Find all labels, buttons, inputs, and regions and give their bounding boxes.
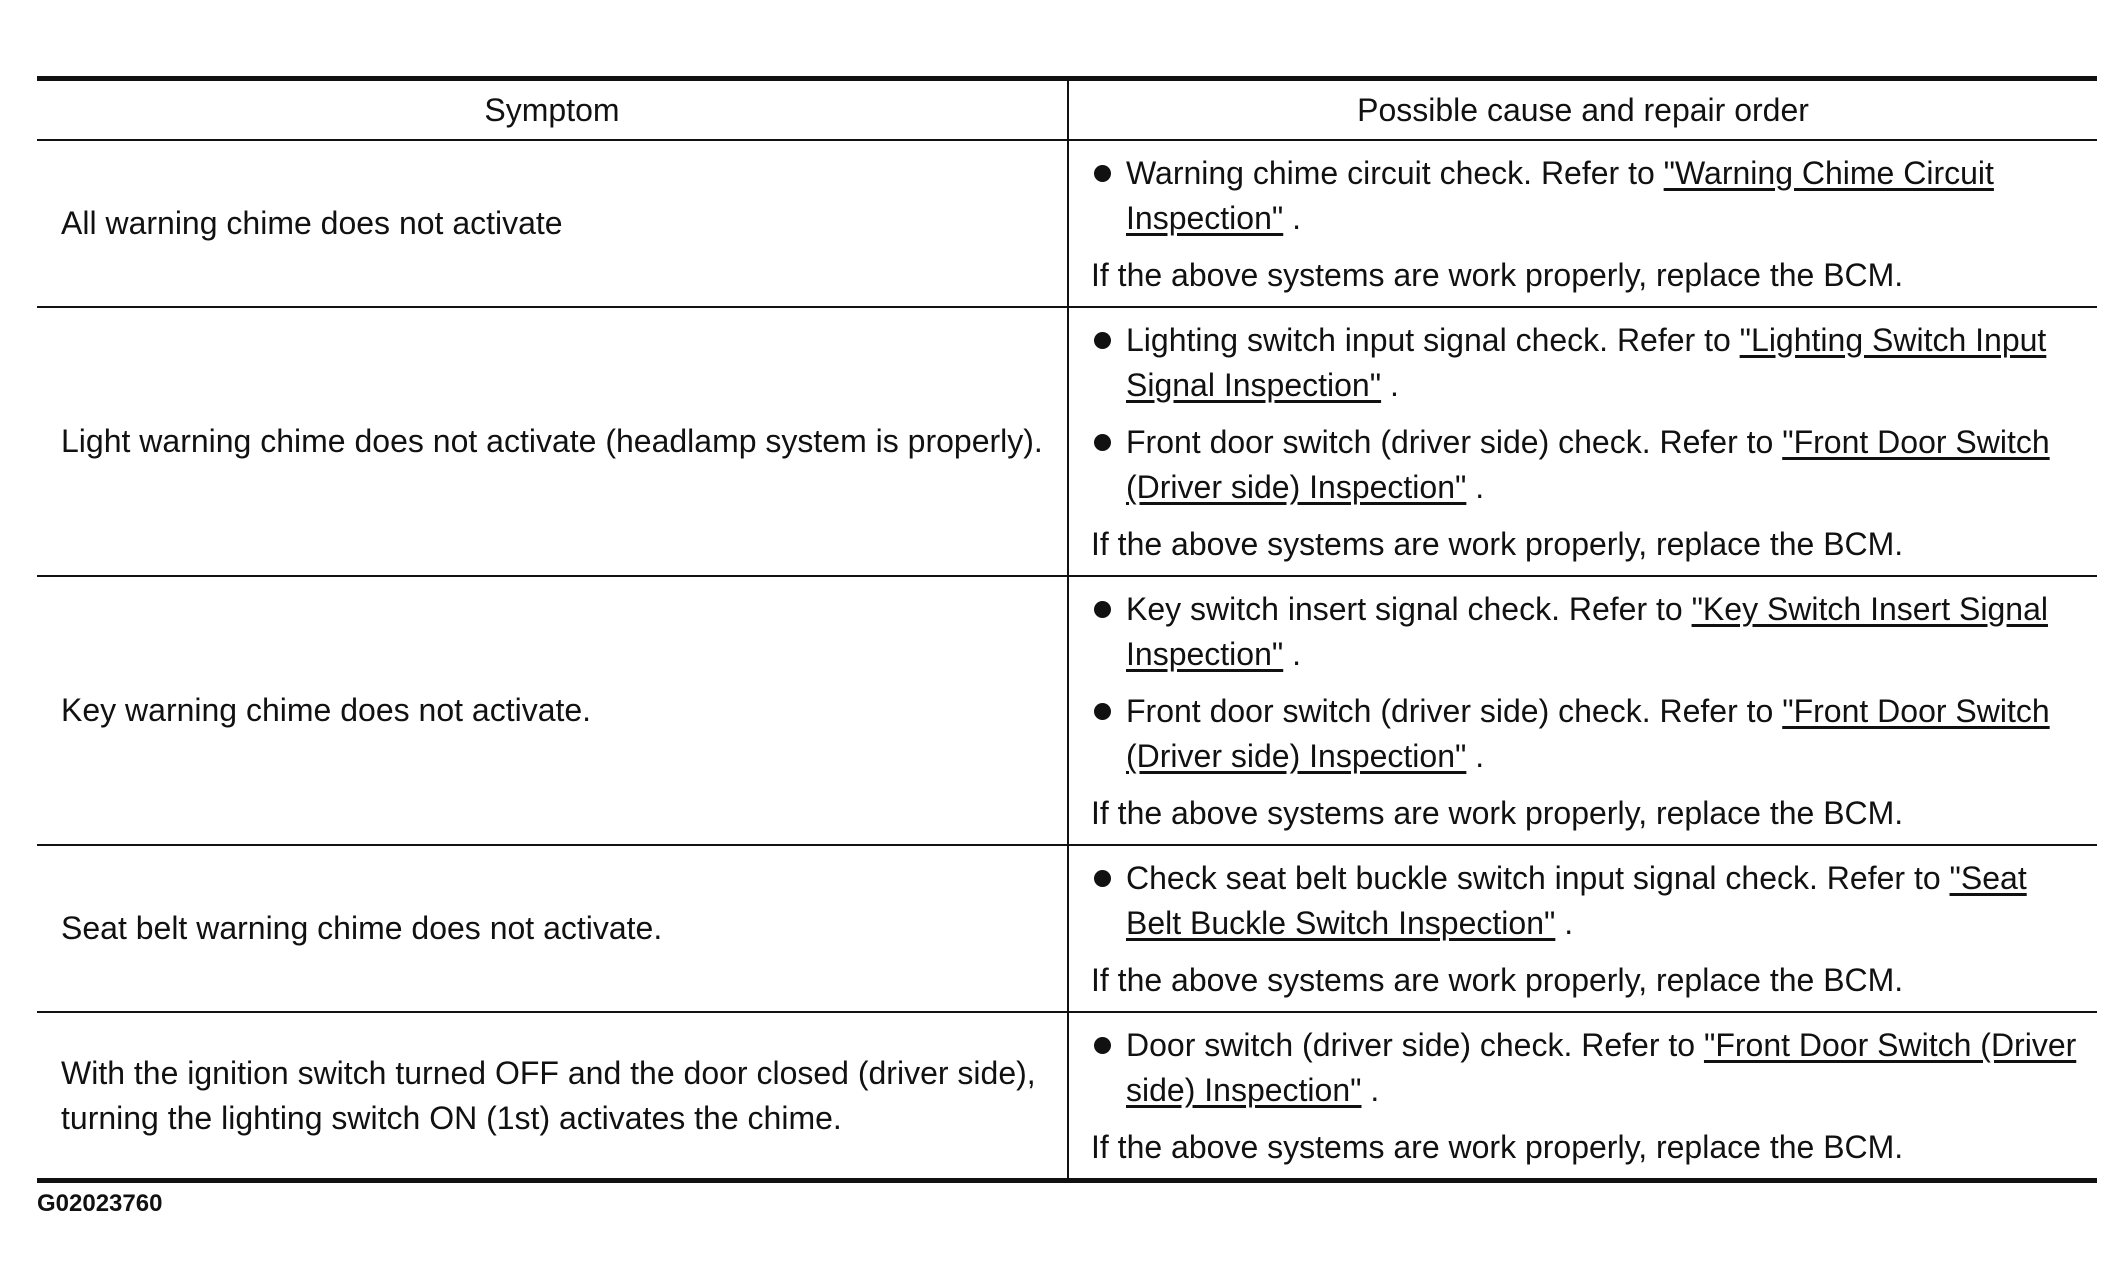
check-text: Front door switch (driver side) check. Refer to <box>1126 693 1783 729</box>
table-row <box>37 1012 2097 1181</box>
reference-link[interactable]: "Seat Belt Buckle Switch Inspection" <box>1126 860 2027 941</box>
check-item <box>1091 420 2077 510</box>
check-item <box>1091 689 2077 779</box>
bullet-icon <box>1094 601 1111 618</box>
symptom-cell: With the ignition switch turned OFF and the door closed (driver side), turning the lighting switch ON (1st) activates the chime. <box>61 1054 1036 1136</box>
check-text: Lighting switch input signal check. Refer to <box>1126 322 1740 358</box>
check-item <box>1091 151 2077 241</box>
conclusion-text: If the above systems are work properly, replace the BCM. <box>1091 1129 1904 1165</box>
check-suffix: . <box>1283 636 1302 672</box>
conclusion-text: If the above systems are work properly, replace the BCM. <box>1091 795 1904 831</box>
symptom-cell: Light warning chime does not activate (headlamp system is properly). <box>61 423 1043 459</box>
check-suffix: . <box>1381 367 1399 403</box>
conclusion-text: If the above systems are work properly, replace the BCM. <box>1091 257 1904 293</box>
bullet-icon <box>1094 1037 1111 1054</box>
check-item <box>1091 1023 2077 1113</box>
symptom-cell: All warning chime does not activate <box>61 205 563 241</box>
bullet-icon <box>1094 434 1111 451</box>
check-text: Check seat belt buckle switch input signal check. Refer to <box>1126 860 1950 896</box>
check-text: Door switch (driver side) check. Refer to <box>1126 1027 1704 1063</box>
bullet-icon <box>1094 332 1111 349</box>
check-text: Warning chime circuit check. Refer to <box>1126 155 1664 191</box>
symptom-column-header: Symptom <box>484 91 620 128</box>
cause-column-header: Possible cause and repair order <box>1068 79 2097 141</box>
cause-cell <box>1068 1012 2097 1181</box>
figure-id: G02023760 <box>37 1190 163 1217</box>
check-text: Key switch insert signal check. Refer to <box>1126 591 1692 627</box>
check-item <box>1091 587 2077 677</box>
cause-cell <box>1068 307 2097 576</box>
symptom-table-container <box>37 76 2097 1183</box>
reference-link[interactable]: "Warning Chime Circuit Inspection" <box>1126 155 1994 236</box>
table-header-row <box>37 79 2097 141</box>
symptom-cell: Key warning chime does not activate. <box>61 692 592 728</box>
reference-link[interactable]: "Front Door Switch (Driver side) Inspection" <box>1126 693 2050 774</box>
cause-cell <box>1068 576 2097 845</box>
symptom-cell: Seat belt warning chime does not activate. <box>61 910 663 946</box>
reference-link[interactable]: "Front Door Switch (Driver side) Inspection" <box>1126 424 2050 505</box>
check-suffix: . <box>1361 1072 1380 1108</box>
check-suffix: . <box>1555 905 1574 941</box>
check-item <box>1091 856 2077 946</box>
symptom-table <box>37 76 2097 1183</box>
reference-link[interactable]: "Front Door Switch (Driver side) Inspection" <box>1126 1027 2077 1108</box>
table-row <box>37 845 2097 1012</box>
check-suffix: . <box>1466 738 1485 774</box>
reference-link[interactable]: "Key Switch Insert Signal Inspection" <box>1126 591 2048 672</box>
check-suffix: . <box>1466 469 1485 505</box>
bullet-icon <box>1094 165 1111 182</box>
bullet-icon <box>1094 870 1111 887</box>
bullet-icon <box>1094 703 1111 720</box>
table-row <box>37 140 2097 307</box>
check-suffix: . <box>1283 200 1302 236</box>
cause-cell <box>1068 140 2097 307</box>
table-row <box>37 576 2097 845</box>
table-row <box>37 307 2097 576</box>
reference-link[interactable]: "Lighting Switch Input Signal Inspection" <box>1126 322 2047 403</box>
conclusion-text: If the above systems are work properly, replace the BCM. <box>1091 526 1904 562</box>
check-text: Front door switch (driver side) check. Refer to <box>1126 424 1783 460</box>
conclusion-text: If the above systems are work properly, replace the BCM. <box>1091 962 1904 998</box>
check-item <box>1091 318 2077 408</box>
cause-cell <box>1068 845 2097 1012</box>
